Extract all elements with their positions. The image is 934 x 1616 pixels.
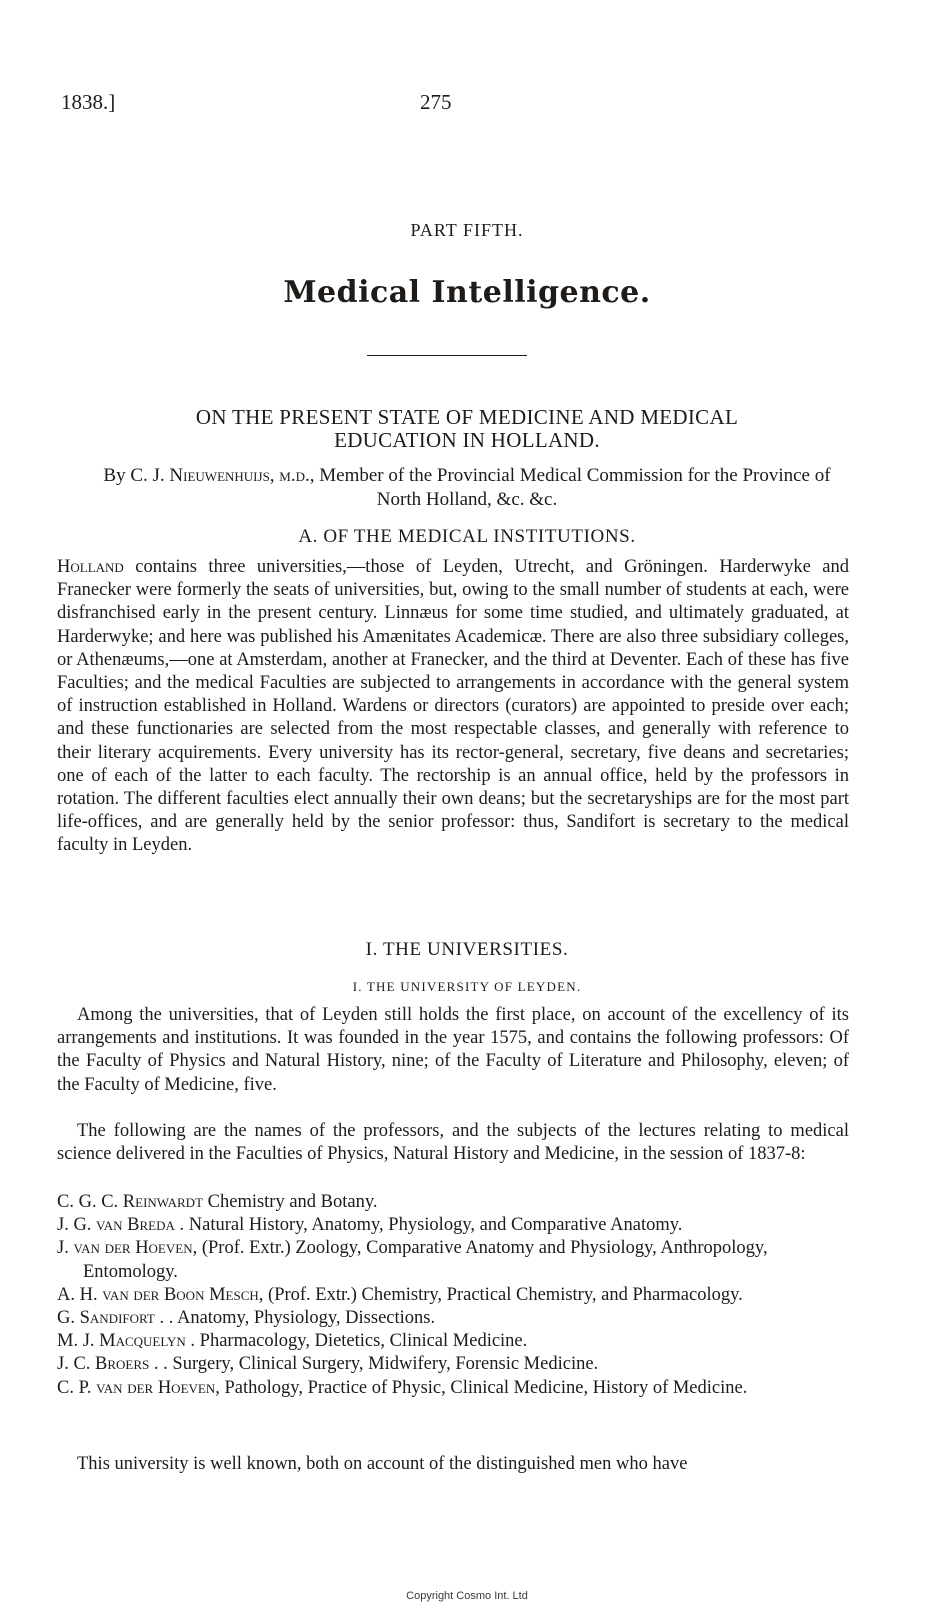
professor-name: C. G. C. Reinwardt xyxy=(57,1192,204,1212)
author-name: C. J. Nieuwenhuijs, m.d., xyxy=(130,465,315,486)
professor-entry xyxy=(57,1191,849,1214)
title-rule xyxy=(367,355,527,356)
article-title-line2: EDUCATION IN HOLLAND. xyxy=(334,428,600,452)
leyden-subheading: I. THE UNIVERSITY OF LEYDEN. xyxy=(352,979,582,994)
professor-entry xyxy=(57,1330,849,1353)
closing-line: This university is well known, both on account of the distinguished men who have xyxy=(77,1454,688,1474)
section-a-heading: A. OF THE MEDICAL INSTITUTIONS. xyxy=(298,526,636,547)
professor-name: J. G. van Breda xyxy=(57,1215,175,1236)
running-head-year: 1838.] xyxy=(61,90,116,114)
byline xyxy=(90,464,844,512)
professor-entry xyxy=(57,1353,849,1376)
copyright-footer: Copyright Cosmo Int. Ltd xyxy=(406,1590,528,1602)
professor-subjects: Pharmacology, Dietetics, Clinical Medicine. xyxy=(199,1331,528,1352)
professor-name: J. van der Hoeven, xyxy=(57,1238,198,1259)
professor-name: C. P. van der Hoeven, xyxy=(57,1377,220,1398)
section-a-paragraph xyxy=(57,556,849,858)
professor-subjects: Chemistry and Botany. xyxy=(207,1192,378,1212)
leyden-paragraph-1: Among the universities, that of Leyden still holds the first place, on account of the excellency of its arrangements and institutions. It was founded in the year 1575, and contains the following professors: Of the Faculty of Physics and Natural History, nine; of the Faculty of Literature and Philosophy, eleven; of the Faculty of Medicine, five. xyxy=(57,1005,849,1095)
professor-entry xyxy=(57,1284,849,1307)
leyden-paragraph-2: The following are the names of the professors, and the subjects of the lectures relating to medical science delivered in the Faculties of Physics, Natural History and Medicine, in the session of 1837-8: xyxy=(57,1121,849,1165)
article-title-line1: ON THE PRESENT STATE OF MEDICINE AND MEDICAL xyxy=(195,405,739,429)
professor-entry xyxy=(57,1307,849,1330)
professor-name: M. J. Macquelyn xyxy=(57,1331,186,1352)
professor-name: A. H. van der Boon Mesch, xyxy=(57,1284,264,1305)
professor-subjects: (Prof. Extr.) Chemistry, Practical Chemistry, and Pharmacology. xyxy=(268,1284,743,1305)
professor-list xyxy=(57,1191,849,1400)
professor-name: G. Sandifort xyxy=(57,1308,155,1329)
professor-entry xyxy=(57,1377,849,1400)
part-heading: PART FIFTH. xyxy=(410,220,524,240)
professor-separator: . . xyxy=(154,1308,177,1329)
professor-subjects: (Prof. Extr.) Zoology, Comparative Anatomy and Physiology, Anthropology, Entomology. xyxy=(83,1238,768,1282)
section-title: Medical Intelligence. xyxy=(283,275,651,310)
byline-affiliation: Member of the Provincial Medical Commission for the Province of North Holland, &c. &c. xyxy=(314,465,831,510)
professor-subjects: Natural History, Anatomy, Physiology, and Comparative Anatomy. xyxy=(188,1215,683,1236)
running-head xyxy=(0,90,934,116)
section-a-text: contains three universities,—those of Leyden, Utrecht, and Gröningen. Harderwyke and Franecker were formerly the seats of universities, but, owing to the small number of students at each, were disfranchised early in the present century. Linnæus for some time studied, and ultimately graduated, at Harderwyke; and here was published his Amænitates Academicæ. There are also three subsidiary colleges, or Athenæums,—one at Amsterdam, another at Franecker, and the third at Deventer. Each of these has five Faculties; and the medical Faculties are subjected to arrangements in accordance with the general system of instruction established in Holland. Wardens or directors (curators) are appointed to preside over each; and these functionaries are selected from the most respectable classes, and generally with reference to their literary acquirements. Every university has its rector-general, secretary, five deans and secretaries; one of each of the latter to each faculty. The rectorship is an annual office, held by the professors in rotation. The different faculties elect annually their own deans; but the secretaryships are for the most part life-offices, and are generally held by the senior professor: thus, Sandifort is secretary to the medical faculty in Leyden. xyxy=(57,557,849,856)
professor-entry xyxy=(57,1237,849,1283)
professor-name: J. C. Broers xyxy=(57,1354,150,1375)
professor-separator: . xyxy=(174,1215,189,1236)
byline-prefix: By xyxy=(103,465,131,486)
professor-separator: . xyxy=(185,1331,200,1352)
article-title xyxy=(80,406,854,452)
professor-subjects: Surgery, Clinical Surgery, Midwifery, Forensic Medicine. xyxy=(172,1354,599,1375)
professor-entry xyxy=(57,1214,849,1237)
universities-heading: I. THE UNIVERSITIES. xyxy=(365,939,569,960)
page-number: 275 xyxy=(420,90,452,114)
professor-subjects: Anatomy, Physiology, Dissections. xyxy=(176,1308,436,1329)
professor-separator: . . xyxy=(149,1354,173,1375)
lead-word: Holland xyxy=(57,557,124,577)
professor-subjects: Pathology, Practice of Physic, Clinical Medicine, History of Medicine. xyxy=(224,1377,748,1398)
